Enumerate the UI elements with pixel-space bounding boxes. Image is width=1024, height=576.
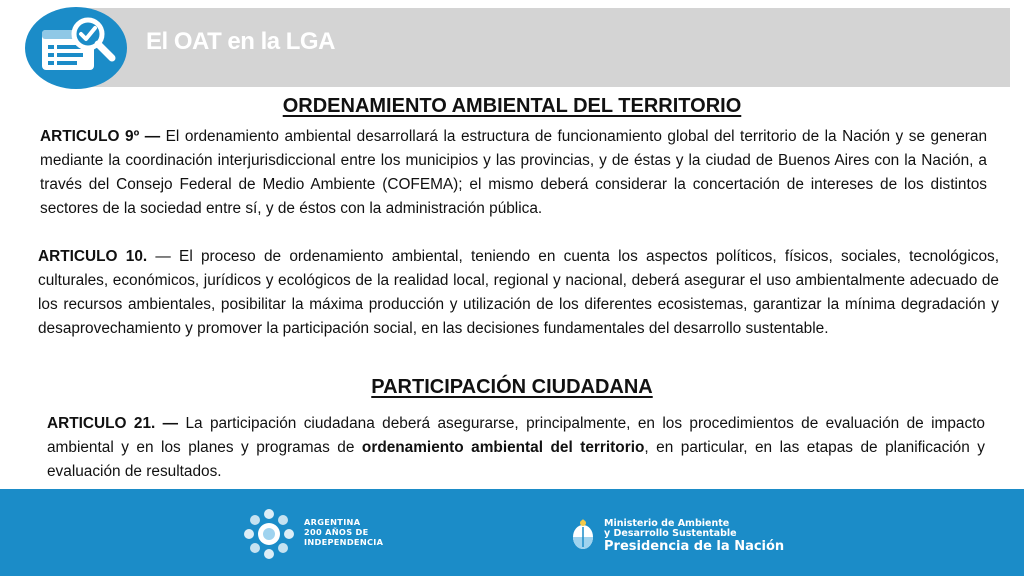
article-21-bold: ordenamiento ambiental del territorio <box>361 439 645 456</box>
bicentenario-text <box>304 517 383 547</box>
ministerio-line-1: Ministerio de Ambiente <box>604 518 730 529</box>
section-title-participacion: PARTICIPACIÓN CIUDADANA <box>371 376 653 398</box>
article-21-body-2: , en particular, en las etapas de planificación y evaluación de resultados. <box>47 439 985 480</box>
ministerio-text <box>604 519 784 554</box>
bicentenario-line-2: 200 AÑOS DE <box>304 527 369 537</box>
article-9-body: El ordenamiento ambiental desarrollará la estructura de funcionamiento global del territorio de la Nación y se generan mediante la coordinación interjurisdiccional entre los municipios y las provincias, y de éstas y la ciudad de Buenos Aires con la Nación, a través del Consejo Federal de Medio Ambiente (COFEMA); el mismo deberá considerar la concertación de intereses de los distintos sectores de la sociedad entre sí, y de éstos con la administración pública. <box>40 128 987 217</box>
article-21-heading: ARTICULO 21. — <box>47 415 179 432</box>
ministerio-line-2: y Desarrollo Sustentable <box>604 528 737 539</box>
section-title-ordenamiento: ORDENAMIENTO AMBIENTAL DEL TERRITORIO <box>282 95 742 117</box>
page-title: El OAT en la LGA <box>146 28 335 55</box>
article-10 <box>38 245 999 341</box>
article-21-body-1: La participación ciudadana deberá asegurarse, principalmente, en los procedimientos de evaluación de impacto ambiental y en los planes y programas de <box>47 415 985 456</box>
article-9-heading: ARTICULO 9º — <box>40 128 161 145</box>
footer <box>0 489 1024 576</box>
article-10-body: — El proceso de ordenamiento ambiental, teniendo en cuenta los aspectos políticos, físicos, sociales, tecnológicos, culturales, económicos, jurídicos y ecológicos de la realidad local, regional y nacional, deberá asegurar el uso ambientalmente adecuado de los recursos ambientales, posibilitar la máxima producción y utilización de los diferentes ecosistemas, garantizar la mínima degradación y desaprovechamiento y promover la participación social, en las decisiones fundamentales del desarrollo sustentable. <box>38 248 999 337</box>
presidencia-line: Presidencia de la Nación <box>604 539 785 554</box>
bicentenario-line-3: INDEPENDENCIA <box>304 537 384 547</box>
bicentenario-line-1: ARGENTINA <box>304 517 361 527</box>
article-21 <box>47 412 985 484</box>
checklist-magnifier-icon <box>24 6 128 90</box>
article-10-heading: ARTICULO 10. <box>38 248 148 265</box>
bicentenario-sun-icon <box>243 508 295 560</box>
article-9 <box>40 125 987 221</box>
argentina-coat-of-arms-icon <box>570 517 596 551</box>
